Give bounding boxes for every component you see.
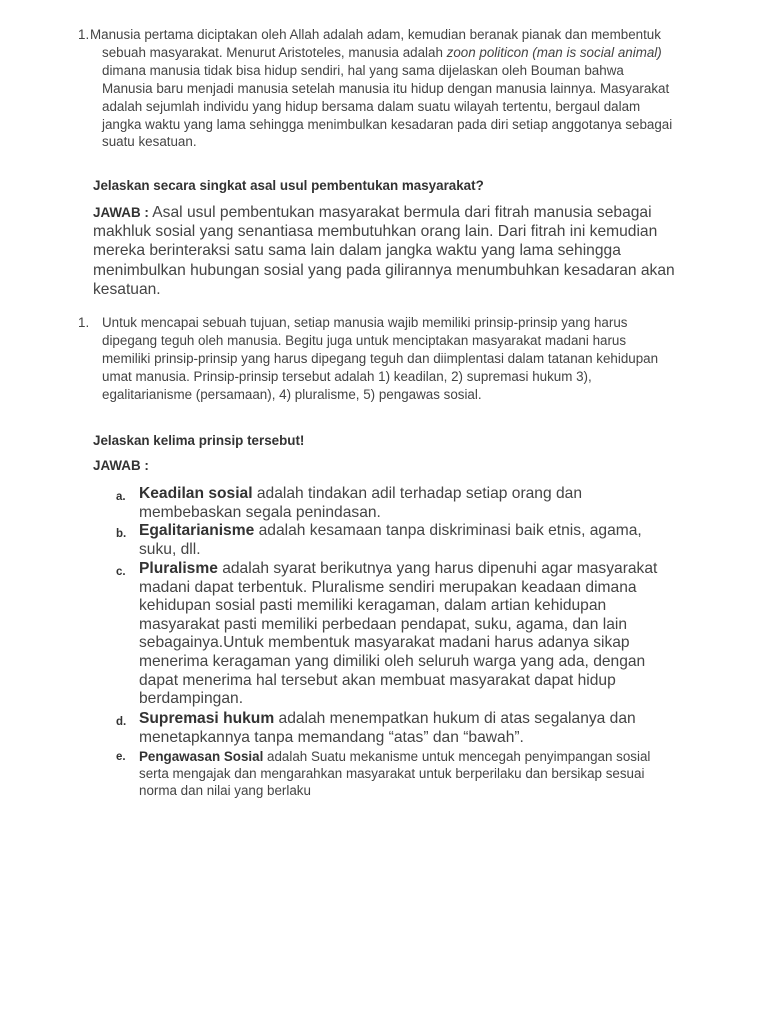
item-term: Pengawasan Sosial	[139, 749, 264, 764]
list-marker: b.	[116, 528, 127, 540]
list-item	[116, 560, 676, 710]
item-desc: adalah tindakan adil terhadap setiap orang dan membebaskan segala penindasan.	[139, 485, 583, 521]
list-item	[116, 522, 676, 560]
answer-1	[93, 203, 683, 299]
item-term: Keadilan sosial	[139, 485, 253, 502]
item-term: Egalitarianisme	[139, 522, 255, 539]
principles-list	[116, 485, 676, 799]
answer-label: JAWAB :	[93, 458, 149, 473]
intro-text-part2: dimana manusia tidak bisa hidup sendiri, hal yang sama dijelaskan oleh Bouman bahwa Manusia baru menjadi manusia setelah manusia itu hidup dengan manusia lainnya. Masyarakat adalah sejumlah individu yang hidup bersama dalam suatu wilayah tertentu, bergaul dalam jangka waktu yang lama sehingga menimbulkan kesadaran pada diri setiap anggotanya sebagai suatu kesatuan.	[102, 62, 673, 150]
principles-text: Untuk mencapai sebuah tujuan, setiap manusia wajib memiliki prinsip-prinsip yang harus dipegang teguh oleh manusia. Begitu juga untuk menciptakan masyarakat madani harus memiliki prinsip-prinsip yang harus dipegang teguh dan diimplentasi dalam tatanan kehidupan umat manusia. Prinsip-prinsip tersebut adalah 1) keadilan, 2) supremasi hukum 3), egalitarianisme (persamaan), 4) pluralisme, 5) pengawas sosial.	[102, 315, 659, 402]
item-term: Supremasi hukum	[139, 710, 275, 727]
list-marker: a.	[116, 491, 126, 503]
item-desc: adalah menempatkan hukum di atas segalanya dan menetapkannya tanpa memandang “atas” dan “bawah”.	[139, 710, 636, 746]
list-number: 1.	[78, 27, 90, 42]
item-desc: adalah kesamaan tanpa diskriminasi baik etnis, agama, suku, dll.	[139, 522, 642, 558]
item-desc: adalah syarat berikutnya yang harus dipenuhi agar masyarakat madani dapat terbentuk. Pluralisme sendiri merupakan keadaan dimana kehidupan sosial pasti memiliki keragaman, dalam artian kehidupan masyarakat pasti memiliki perbedaan pendapat, suku, agama, dan lain sebagainya.Untuk membentuk masyarakat madani harus adanya sikap menerima keragaman yang dimiliki oleh seluruh warga yang ada, dengan dapat menerima hal tersebut akan membuat masyarakat dapat hidup berdampingan.	[139, 560, 658, 708]
list-marker: c.	[116, 566, 126, 578]
paragraph-intro	[78, 26, 678, 151]
question-1: Jelaskan secara singkat asal usul pembentukan masyarakat?	[93, 178, 484, 193]
list-item	[116, 748, 676, 799]
answer-1-text: Asal usul pembentukan masyarakat bermula dari fitrah manusia sebagai makhluk sosial yang senantiasa membutuhkan orang lain. Dari fitrah ini kemudian mereka berinteraksi satu sama lain dalam jangka waktu yang lama sehingga menimbulkan hubungan sosial yang pada gilirannya menumbuhkan kesadaran akan kesatuan.	[93, 204, 675, 298]
list-item	[116, 485, 676, 522]
list-item	[116, 710, 676, 748]
intro-text-part1: Manusia pertama diciptakan oleh Allah adalah adam, kemudian beranak pianak dan membentuk sebuah masyarakat. Menurut Aristoteles, manusia adalah	[90, 27, 661, 60]
item-desc: adalah Suatu mekanisme untuk mencegah penyimpangan sosial serta mengajak dan mengarahkan masyarakat untuk berperilaku dan bersikap sesuai norma dan nilai yang berlaku	[139, 749, 651, 798]
question-2: Jelaskan kelima prinsip tersebut!	[93, 433, 305, 448]
list-number: 1.	[78, 315, 90, 330]
list-marker: e.	[116, 751, 126, 763]
answer-label: JAWAB :	[93, 205, 149, 220]
item-term: Pluralisme	[139, 560, 218, 577]
list-marker: d.	[116, 716, 127, 728]
paragraph-principles	[78, 314, 678, 404]
intro-italic-term: zoon politicon (man is social animal)	[446, 44, 662, 60]
